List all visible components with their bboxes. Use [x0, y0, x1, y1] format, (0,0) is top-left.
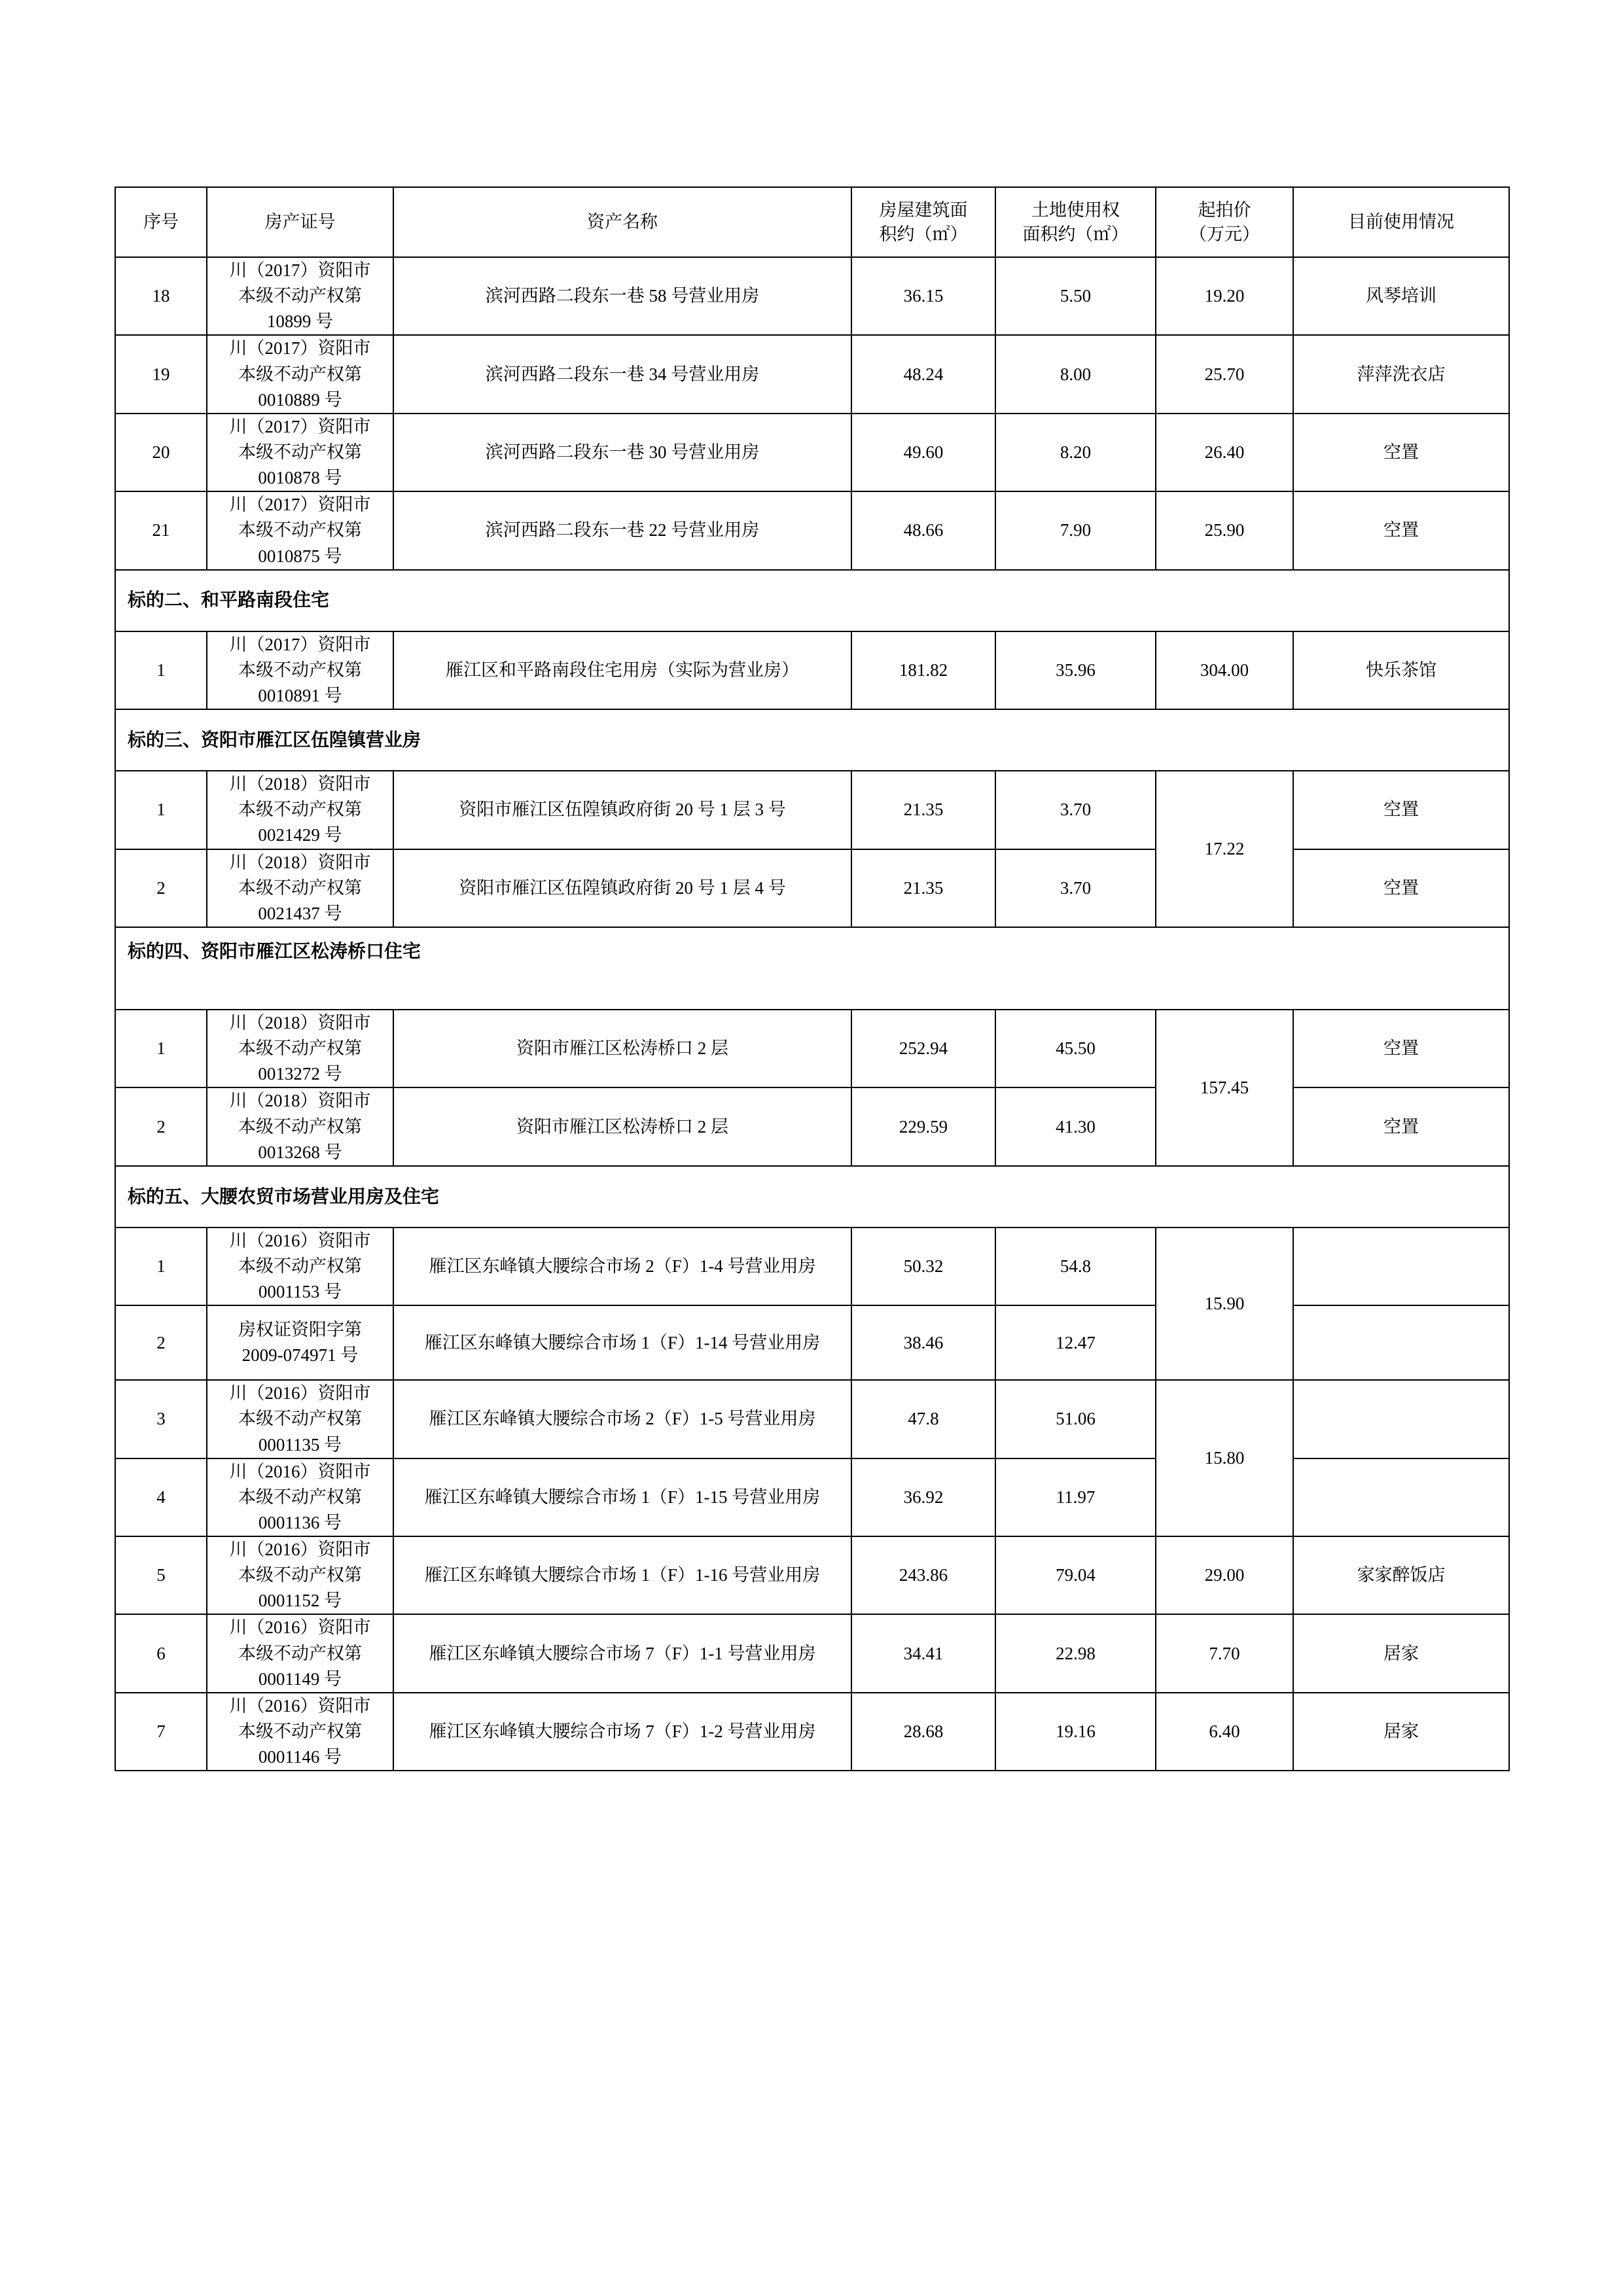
table-row: [115, 1227, 1509, 1305]
cell-asset-name: 资阳市雁江区伍隍镇政府街 20 号 1 层 3 号: [393, 771, 851, 849]
cell-cert-no: [207, 1693, 393, 1771]
table-section-row: [115, 709, 1509, 771]
cert-line-2: 2009-074971 号: [241, 1345, 359, 1366]
cell-land-area: 54.8: [995, 1227, 1156, 1305]
cert-line-3: 0001149 号: [258, 1669, 342, 1689]
table-section-row: [115, 570, 1509, 631]
cell-land-area: 79.04: [995, 1536, 1156, 1614]
cell-current-use: [1293, 1380, 1509, 1458]
cert-line-3: 0001146 号: [258, 1747, 342, 1767]
asset-table: [115, 186, 1510, 1771]
cell-current-use: [1293, 1458, 1509, 1536]
cell-cert-no: [207, 1305, 393, 1380]
cert-line-2: 本级不动产权第: [238, 1565, 362, 1585]
cert-line-2: 本级不动产权第: [238, 1256, 362, 1276]
cell-asset-name: 滨河西路二段东一巷 58 号营业用房: [393, 257, 851, 335]
cell-land-area: 51.06: [995, 1380, 1156, 1458]
cell-current-use: 快乐茶馆: [1293, 631, 1509, 709]
cell-cert-no: [207, 771, 393, 849]
cert-line-2: 本级不动产权第: [238, 877, 362, 898]
table-row: [115, 849, 1509, 927]
table-section-row: [115, 1166, 1509, 1227]
cert-line-2: 本级不动产权第: [238, 1116, 362, 1137]
cell-index: 20: [115, 414, 207, 491]
cell-index: 18: [115, 257, 207, 335]
cert-line-3: 0010878 号: [258, 468, 342, 488]
cell-price: 6.40: [1156, 1693, 1293, 1771]
cell-building-area: 50.32: [851, 1227, 995, 1305]
cell-building-area: 21.35: [851, 849, 995, 927]
cell-asset-name: 雁江区东峰镇大腰综合市场 1（F）1-16 号营业用房: [393, 1536, 851, 1614]
cell-land-area: 8.20: [995, 414, 1156, 491]
cell-land-area: 8.00: [995, 335, 1156, 413]
col-header-cert-no: 房产证号: [207, 187, 393, 257]
cell-asset-name: 资阳市雁江区松涛桥口 2 层: [393, 1087, 851, 1165]
section-title: 标的三、资阳市雁江区伍隍镇营业房: [115, 709, 1509, 771]
cell-index: 3: [115, 1380, 207, 1458]
table-row: [115, 257, 1509, 335]
cert-line-3: 0021429 号: [258, 825, 342, 845]
cell-price: 15.80: [1156, 1380, 1293, 1536]
cert-line-2: 本级不动产权第: [238, 364, 362, 384]
cell-land-area: 5.50: [995, 257, 1156, 335]
cert-line-3: 0010875 号: [258, 546, 342, 566]
cell-price: 157.45: [1156, 1010, 1293, 1166]
cell-index: 19: [115, 335, 207, 413]
cell-price: 25.90: [1156, 491, 1293, 569]
cell-current-use: 家家醉饭店: [1293, 1536, 1509, 1614]
col-header-land-area-line2: 面积约（㎡）: [1022, 224, 1129, 244]
cell-index: 2: [115, 849, 207, 927]
cell-price: 29.00: [1156, 1536, 1293, 1614]
cell-current-use: 空置: [1293, 1010, 1509, 1087]
table-section-row: [115, 927, 1509, 1010]
section-title: 标的二、和平路南段住宅: [115, 570, 1509, 631]
cert-line-3: 0013272 号: [258, 1064, 342, 1084]
table-header: [115, 187, 1509, 257]
cell-current-use: 空置: [1293, 1087, 1509, 1165]
cell-building-area: 36.15: [851, 257, 995, 335]
cell-cert-no: [207, 1087, 393, 1165]
cert-line-1: 川（2017）资阳市: [229, 634, 371, 654]
cell-price: 7.70: [1156, 1614, 1293, 1692]
cert-line-3: 0021437 号: [258, 903, 342, 923]
cert-line-2: 本级不动产权第: [238, 1487, 362, 1507]
cell-price: 26.40: [1156, 414, 1293, 491]
cert-line-3: 0001136 号: [258, 1512, 342, 1532]
cell-index: 21: [115, 491, 207, 569]
cell-index: 5: [115, 1536, 207, 1614]
cell-index: 1: [115, 631, 207, 709]
col-header-price-line1: 起拍价: [1198, 200, 1251, 221]
cell-asset-name: 资阳市雁江区伍隍镇政府街 20 号 1 层 4 号: [393, 849, 851, 927]
cell-cert-no: [207, 335, 393, 413]
cell-current-use: 风琴培训: [1293, 257, 1509, 335]
cert-line-2: 本级不动产权第: [238, 1643, 362, 1663]
cert-line-1: 川（2016）资阳市: [229, 1230, 371, 1250]
cert-line-1: 川（2017）资阳市: [229, 260, 371, 280]
cell-land-area: 19.16: [995, 1693, 1156, 1771]
table-row: [115, 1458, 1509, 1536]
cert-line-2: 本级不动产权第: [238, 442, 362, 462]
cert-line-3: 0001152 号: [258, 1591, 342, 1611]
cell-price: 17.22: [1156, 771, 1293, 927]
cert-line-2: 本级不动产权第: [238, 1722, 362, 1742]
col-header-asset-name: 资产名称: [393, 187, 851, 257]
cell-asset-name: 雁江区东峰镇大腰综合市场 7（F）1-1 号营业用房: [393, 1614, 851, 1692]
cell-asset-name: 雁江区东峰镇大腰综合市场 1（F）1-14 号营业用房: [393, 1305, 851, 1380]
cert-line-1: 川（2017）资阳市: [229, 495, 371, 515]
cell-cert-no: [207, 1010, 393, 1087]
table-row: [115, 1693, 1509, 1771]
section-title: 标的五、大腰农贸市场营业用房及住宅: [115, 1166, 1509, 1227]
table-row: [115, 414, 1509, 491]
cert-line-2: 本级不动产权第: [238, 520, 362, 540]
cell-price: 25.70: [1156, 335, 1293, 413]
cell-asset-name: 雁江区东峰镇大腰综合市场 7（F）1-2 号营业用房: [393, 1693, 851, 1771]
cell-building-area: 21.35: [851, 771, 995, 849]
cell-cert-no: [207, 1458, 393, 1536]
table-row: [115, 1380, 1509, 1458]
table-body: [115, 257, 1509, 1771]
cell-cert-no: [207, 414, 393, 491]
cell-price: 19.20: [1156, 257, 1293, 335]
col-header-index: 序号: [115, 187, 207, 257]
cell-asset-name: 雁江区东峰镇大腰综合市场 2（F）1-5 号营业用房: [393, 1380, 851, 1458]
cell-current-use: 空置: [1293, 771, 1509, 849]
cell-building-area: 243.86: [851, 1536, 995, 1614]
cell-land-area: 35.96: [995, 631, 1156, 709]
cert-line-1: 川（2018）资阳市: [229, 1012, 371, 1033]
cert-line-1: 川（2016）资阳市: [229, 1383, 371, 1404]
cell-index: 1: [115, 771, 207, 849]
cell-index: 2: [115, 1305, 207, 1380]
cert-line-3: 0010889 号: [258, 389, 342, 410]
cert-line-3: 0001153 号: [258, 1282, 342, 1302]
table-row: [115, 491, 1509, 569]
col-header-land-area-line1: 土地使用权: [1031, 200, 1120, 221]
cell-asset-name: 滨河西路二段东一巷 22 号营业用房: [393, 491, 851, 569]
cert-line-2: 本级不动产权第: [238, 660, 362, 680]
cell-land-area: 12.47: [995, 1305, 1156, 1380]
cert-line-1: 房权证资阳字第: [238, 1320, 362, 1340]
cell-price: 304.00: [1156, 631, 1293, 709]
cell-building-area: 28.68: [851, 1693, 995, 1771]
cell-building-area: 47.8: [851, 1380, 995, 1458]
cell-cert-no: [207, 1380, 393, 1458]
cell-cert-no: [207, 849, 393, 927]
cell-current-use: 空置: [1293, 491, 1509, 569]
table-row: [115, 771, 1509, 849]
table-row: [115, 1087, 1509, 1165]
cell-building-area: 38.46: [851, 1305, 995, 1380]
cell-current-use: [1293, 1227, 1509, 1305]
cert-line-2: 本级不动产权第: [238, 1409, 362, 1429]
cert-line-1: 川（2018）资阳市: [229, 852, 371, 872]
cert-line-1: 川（2016）资阳市: [229, 1617, 371, 1638]
cell-land-area: 3.70: [995, 849, 1156, 927]
cell-index: 1: [115, 1227, 207, 1305]
table-row: [115, 1536, 1509, 1614]
col-header-price-line2: （万元）: [1189, 224, 1260, 244]
cell-building-area: 36.92: [851, 1458, 995, 1536]
cell-asset-name: 雁江区东峰镇大腰综合市场 1（F）1-15 号营业用房: [393, 1458, 851, 1536]
cell-cert-no: [207, 1536, 393, 1614]
table-row: [115, 1305, 1509, 1380]
cell-current-use: 居家: [1293, 1693, 1509, 1771]
cell-cert-no: [207, 1227, 393, 1305]
cert-line-3: 10899 号: [266, 311, 334, 332]
cert-line-2: 本级不动产权第: [238, 1038, 362, 1059]
col-header-building-area-line1: 房屋建筑面: [879, 200, 968, 221]
cell-land-area: 3.70: [995, 771, 1156, 849]
table-row: [115, 1010, 1509, 1087]
cert-line-1: 川（2018）资阳市: [229, 774, 371, 794]
table-row: [115, 335, 1509, 413]
cell-index: 1: [115, 1010, 207, 1087]
cell-building-area: 48.66: [851, 491, 995, 569]
cert-line-1: 川（2016）资阳市: [229, 1540, 371, 1560]
cert-line-3: 0010891 号: [258, 685, 342, 705]
cell-cert-no: [207, 1614, 393, 1692]
cell-current-use: 萍萍洗衣店: [1293, 335, 1509, 413]
cert-line-3: 0001135 号: [258, 1434, 342, 1455]
cell-cert-no: [207, 631, 393, 709]
col-header-current-use: 目前使用情况: [1293, 187, 1509, 257]
cell-building-area: 229.59: [851, 1087, 995, 1165]
col-header-land-area: [995, 187, 1156, 257]
cert-line-1: 川（2016）资阳市: [229, 1461, 371, 1481]
cell-price: 15.90: [1156, 1227, 1293, 1380]
cell-index: 4: [115, 1458, 207, 1536]
cert-line-1: 川（2017）资阳市: [229, 338, 371, 359]
cert-line-2: 本级不动产权第: [238, 800, 362, 820]
col-header-building-area-line2: 积约（㎡）: [879, 224, 968, 244]
cell-index: 2: [115, 1087, 207, 1165]
cell-asset-name: 雁江区东峰镇大腰综合市场 2（F）1-4 号营业用房: [393, 1227, 851, 1305]
table-row: [115, 631, 1509, 709]
cell-land-area: 45.50: [995, 1010, 1156, 1087]
cell-building-area: 252.94: [851, 1010, 995, 1087]
cell-index: 7: [115, 1693, 207, 1771]
cell-land-area: 7.90: [995, 491, 1156, 569]
cell-index: 6: [115, 1614, 207, 1692]
cell-cert-no: [207, 257, 393, 335]
cell-asset-name: 资阳市雁江区松涛桥口 2 层: [393, 1010, 851, 1087]
cell-building-area: 48.24: [851, 335, 995, 413]
cert-line-1: 川（2016）资阳市: [229, 1695, 371, 1716]
cell-current-use: 空置: [1293, 849, 1509, 927]
cert-line-3: 0013268 号: [258, 1142, 342, 1162]
cell-asset-name: 滨河西路二段东一巷 30 号营业用房: [393, 414, 851, 491]
cell-building-area: 181.82: [851, 631, 995, 709]
cell-current-use: 空置: [1293, 414, 1509, 491]
cell-land-area: 41.30: [995, 1087, 1156, 1165]
cell-building-area: 49.60: [851, 414, 995, 491]
col-header-building-area: [851, 187, 995, 257]
cert-line-1: 川（2018）资阳市: [229, 1091, 371, 1111]
cell-land-area: 11.97: [995, 1458, 1156, 1536]
section-title: 标的四、资阳市雁江区松涛桥口住宅: [115, 927, 1509, 1010]
cert-line-2: 本级不动产权第: [238, 286, 362, 306]
col-header-price: [1156, 187, 1293, 257]
cell-current-use: [1293, 1305, 1509, 1380]
cell-current-use: 居家: [1293, 1614, 1509, 1692]
cell-asset-name: 滨河西路二段东一巷 34 号营业用房: [393, 335, 851, 413]
cert-line-1: 川（2017）资阳市: [229, 416, 371, 436]
cell-cert-no: [207, 491, 393, 569]
cell-land-area: 22.98: [995, 1614, 1156, 1692]
cell-building-area: 34.41: [851, 1614, 995, 1692]
table-row: [115, 1614, 1509, 1692]
cell-asset-name: 雁江区和平路南段住宅用房（实际为营业房）: [393, 631, 851, 709]
